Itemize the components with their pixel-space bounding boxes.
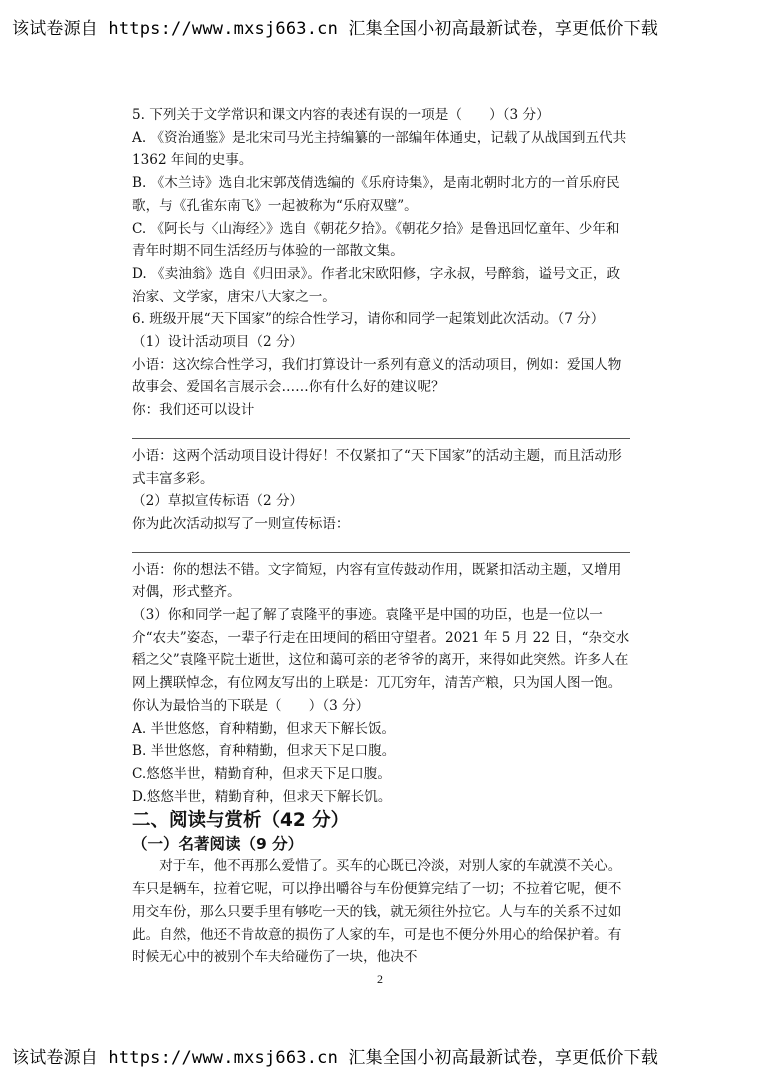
answer-line-2 [132, 552, 630, 553]
q5-option-a: A. 《资治通鉴》是北宋司马光主持编纂的一部编年体通史，记载了从战国到五代共 1362 年间的史事。 [132, 129, 627, 169]
q6-part1-reply: 小语：这两个活动项目设计得好！不仅紧扣了“天下国家”的活动主题，而且活动形式丰富多彩。 [132, 447, 622, 487]
answer-line-1 [132, 438, 630, 439]
q5-stem: 5. 下列关于文学常识和课文内容的表述有误的一项是（ ）（3 分） [132, 107, 550, 123]
q6-part2-prompt: 你为此次活动拟写了一则宣传标语： [132, 515, 350, 532]
section2-title: 二、阅读与赏析（42 分） [132, 810, 350, 832]
q5-option-c: C. 《阿长与〈山海经〉》选自《朝花夕拾》。《朝花夕拾》是鲁迅回忆童年、少年和青年时期不同生活经历与体验的一部散文集。 [132, 220, 620, 260]
q6-part3-text: （3）你和同学一起了解了袁隆平的事迹。袁隆平是中国的功臣，也是一位以一介“农夫”姿态，一辈子行走在田埂间的稻田守望者。2021 年 5 月 22 日，“杂交水稻之父”袁隆平院士逝世，这位和蔼可亲的老爷爷的离开，来得如此突然。许多人在网上撰联悼念，有位网友写出的上联是：兀兀穷年，清苦产粮，只为国人图一饱。你认为最恰当的下联是（ ）（3 分） [132, 607, 630, 714]
q6-part2-reply: 小语：你的想法不错。文字简短，内容有宣传鼓动作用，既紧扣活动主题，又增用对偶，形式整齐。 [132, 561, 622, 601]
q6-stem: 6. 班级开展“天下国家”的综合性学习，请你和同学一起策划此次活动。（7 分） [132, 311, 605, 328]
q5-option-b: B. 《木兰诗》选自北宋郭茂倩选编的《乐府诗集》，是南北朝时北方的一首乐府民歌，与《孔雀东南飞》一起被称为“乐府双璧”。 [132, 175, 620, 214]
section2-sub1-title: （一）名著阅读（9 分） [132, 835, 304, 854]
q6-part3-option-d: D.悠悠半世，精勤育种，但求天下解长饥。 [132, 788, 392, 805]
footer-banner: 该试卷源自 https://www.mxsj663.cn 汇集全国小初高最新试卷，享更低价下载 [12, 1048, 659, 1068]
q6-part3-option-a: A. 半世悠悠，育种精勤，但求天下解长饭。 [132, 720, 396, 737]
q6-part2-title: （2）草拟宣传标语（2 分） [132, 493, 304, 510]
page-content [132, 104, 630, 969]
q6-part3-option-c: C.悠悠半世，精勤育种，但求天下足口腹。 [132, 765, 391, 782]
q5-option-d: D. 《卖油翁》选自《归田录》。作者北宋欧阳修，字永叔，号醉翁，谥号文正，政治家、文学家，唐宋八大家之一。 [132, 265, 621, 305]
reading-passage: 对于车，他不再那么爱惜了。买车的心既已冷淡，对别人家的车就漠不关心。车只是辆车，拉着它呢，可以挣出嚼谷与车份便算完结了一切；不拉着它呢，便不用交车份，那么只要手里有够吃一天的钱，就无须往外拉它。人与车的关系不过如此。自然，他还不肯故意的损伤了人家的车，可是也不便分外用心的给保护着。有时候无心中的被别个车夫给碰伤了一块，他决不 [132, 858, 622, 966]
q6-part1-title: （1）设计活动项目（2 分） [132, 334, 304, 351]
q6-part1-answer-prompt: 你：我们还可以设计 [132, 402, 255, 419]
q6-part3-option-b: B. 半世悠悠，育种精勤，但求天下足口腹。 [132, 743, 396, 760]
q6-part1-dialog: 小语：这次综合性学习，我们打算设计一系列有意义的活动项目，例如：爱国人物故事会、爱国名言展示会……你有什么好的建议呢？ [132, 356, 622, 396]
header-banner: 该试卷源自 https://www.mxsj663.cn 汇集全国小初高最新试卷，享更低价下载 [12, 19, 659, 39]
page-number: 2 [377, 972, 383, 986]
